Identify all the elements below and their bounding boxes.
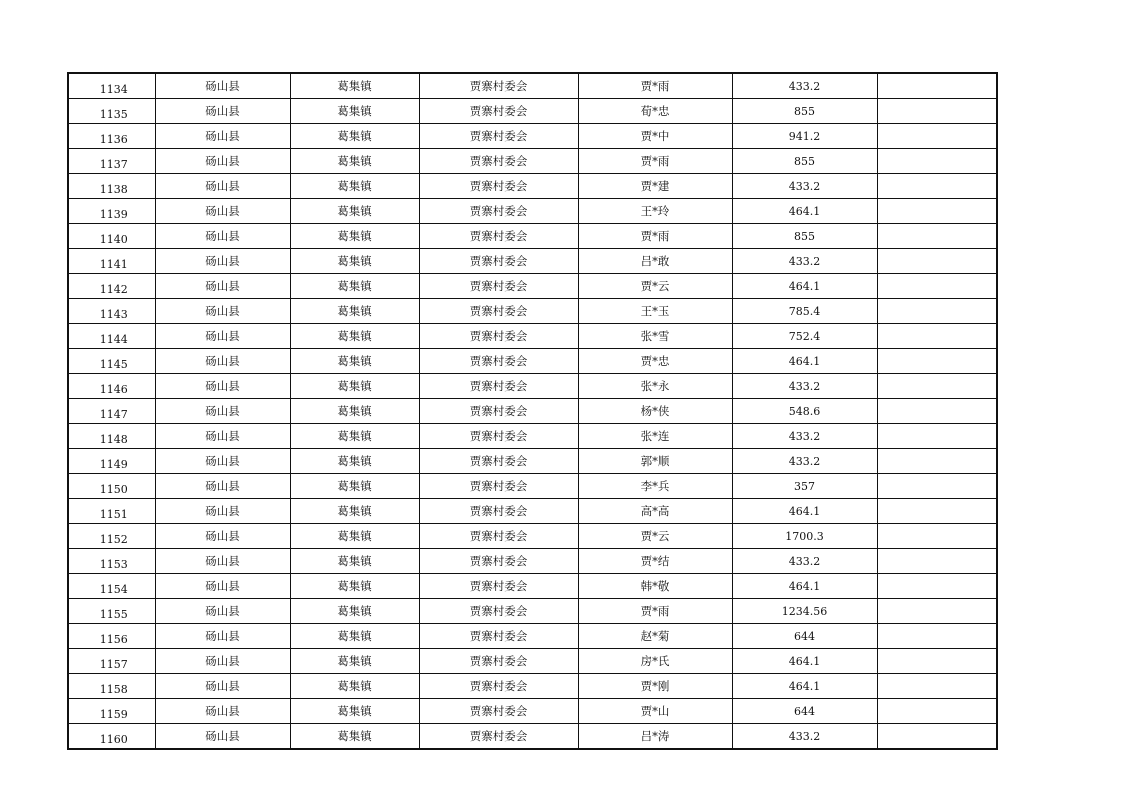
county-cell: 砀山县	[155, 124, 290, 149]
person-name-cell: 吕*敢	[578, 249, 732, 274]
village-cell: 贾寨村委会	[419, 124, 578, 149]
note-cell	[877, 324, 997, 349]
amount-cell: 464.1	[732, 649, 877, 674]
row-number-cell: 1150	[68, 474, 155, 499]
note-cell	[877, 724, 997, 750]
amount-cell: 433.2	[732, 724, 877, 750]
person-name-cell: 荀*忠	[578, 99, 732, 124]
person-name-cell: 贾*忠	[578, 349, 732, 374]
row-number-cell: 1156	[68, 624, 155, 649]
town-cell: 葛集镇	[290, 499, 419, 524]
town-cell: 葛集镇	[290, 174, 419, 199]
note-cell	[877, 624, 997, 649]
row-number-cell: 1152	[68, 524, 155, 549]
row-number-cell: 1155	[68, 599, 155, 624]
village-cell: 贾寨村委会	[419, 349, 578, 374]
table-row	[68, 524, 997, 549]
note-cell	[877, 499, 997, 524]
county-cell: 砀山县	[155, 474, 290, 499]
town-cell: 葛集镇	[290, 674, 419, 699]
person-name-cell: 王*玲	[578, 199, 732, 224]
person-name-cell: 赵*菊	[578, 624, 732, 649]
note-cell	[877, 299, 997, 324]
note-cell	[877, 249, 997, 274]
note-cell	[877, 149, 997, 174]
village-cell: 贾寨村委会	[419, 224, 578, 249]
row-number-cell: 1144	[68, 324, 155, 349]
row-number-cell: 1158	[68, 674, 155, 699]
person-name-cell: 张*连	[578, 424, 732, 449]
town-cell: 葛集镇	[290, 149, 419, 174]
note-cell	[877, 124, 997, 149]
table-row	[68, 624, 997, 649]
person-name-cell: 贾*云	[578, 274, 732, 299]
note-cell	[877, 699, 997, 724]
table-row	[68, 574, 997, 599]
town-cell: 葛集镇	[290, 474, 419, 499]
village-cell: 贾寨村委会	[419, 549, 578, 574]
village-cell: 贾寨村委会	[419, 624, 578, 649]
table-body	[68, 73, 997, 749]
note-cell	[877, 374, 997, 399]
row-number-cell: 1145	[68, 349, 155, 374]
person-name-cell: 贾*雨	[578, 224, 732, 249]
town-cell: 葛集镇	[290, 299, 419, 324]
note-cell	[877, 399, 997, 424]
county-cell: 砀山县	[155, 574, 290, 599]
county-cell: 砀山县	[155, 724, 290, 750]
village-cell: 贾寨村委会	[419, 524, 578, 549]
amount-cell: 855	[732, 99, 877, 124]
row-number-cell: 1154	[68, 574, 155, 599]
person-name-cell: 贾*中	[578, 124, 732, 149]
note-cell	[877, 549, 997, 574]
village-cell: 贾寨村委会	[419, 274, 578, 299]
table-row	[68, 699, 997, 724]
amount-cell: 433.2	[732, 174, 877, 199]
note-cell	[877, 73, 997, 99]
table-row	[68, 124, 997, 149]
table-row	[68, 349, 997, 374]
county-cell: 砀山县	[155, 324, 290, 349]
person-name-cell: 贾*云	[578, 524, 732, 549]
town-cell: 葛集镇	[290, 524, 419, 549]
village-cell: 贾寨村委会	[419, 324, 578, 349]
person-name-cell: 房*氏	[578, 649, 732, 674]
county-cell: 砀山县	[155, 649, 290, 674]
table-row	[68, 274, 997, 299]
row-number-cell: 1139	[68, 199, 155, 224]
person-name-cell: 杨*侠	[578, 399, 732, 424]
amount-cell: 941.2	[732, 124, 877, 149]
town-cell: 葛集镇	[290, 324, 419, 349]
town-cell: 葛集镇	[290, 199, 419, 224]
note-cell	[877, 224, 997, 249]
person-name-cell: 贾*雨	[578, 149, 732, 174]
person-name-cell: 贾*结	[578, 549, 732, 574]
person-name-cell: 贾*刚	[578, 674, 732, 699]
village-cell: 贾寨村委会	[419, 474, 578, 499]
table-row	[68, 324, 997, 349]
town-cell: 葛集镇	[290, 424, 419, 449]
town-cell: 葛集镇	[290, 399, 419, 424]
county-cell: 砀山县	[155, 374, 290, 399]
table-row	[68, 549, 997, 574]
row-number-cell: 1149	[68, 449, 155, 474]
note-cell	[877, 574, 997, 599]
amount-cell: 1234.56	[732, 599, 877, 624]
table-row	[68, 399, 997, 424]
row-number-cell: 1151	[68, 499, 155, 524]
amount-cell: 548.6	[732, 399, 877, 424]
person-name-cell: 张*永	[578, 374, 732, 399]
county-cell: 砀山县	[155, 449, 290, 474]
town-cell: 葛集镇	[290, 274, 419, 299]
person-name-cell: 贾*雨	[578, 599, 732, 624]
amount-cell: 433.2	[732, 549, 877, 574]
village-cell: 贾寨村委会	[419, 399, 578, 424]
county-cell: 砀山县	[155, 73, 290, 99]
table-row	[68, 449, 997, 474]
town-cell: 葛集镇	[290, 249, 419, 274]
village-cell: 贾寨村委会	[419, 149, 578, 174]
town-cell: 葛集镇	[290, 449, 419, 474]
county-cell: 砀山县	[155, 599, 290, 624]
row-number-cell: 1153	[68, 549, 155, 574]
table-row	[68, 374, 997, 399]
row-number-cell: 1148	[68, 424, 155, 449]
village-cell: 贾寨村委会	[419, 174, 578, 199]
row-number-cell: 1137	[68, 149, 155, 174]
county-cell: 砀山县	[155, 99, 290, 124]
table-row	[68, 149, 997, 174]
village-cell: 贾寨村委会	[419, 299, 578, 324]
table-row	[68, 174, 997, 199]
row-number-cell: 1136	[68, 124, 155, 149]
amount-cell: 855	[732, 149, 877, 174]
amount-cell: 433.2	[732, 374, 877, 399]
village-cell: 贾寨村委会	[419, 674, 578, 699]
person-name-cell: 韩*敬	[578, 574, 732, 599]
table-row	[68, 249, 997, 274]
village-cell: 贾寨村委会	[419, 249, 578, 274]
village-cell: 贾寨村委会	[419, 724, 578, 750]
note-cell	[877, 199, 997, 224]
table-row	[68, 724, 997, 750]
table-row	[68, 424, 997, 449]
note-cell	[877, 599, 997, 624]
row-number-cell: 1134	[68, 73, 155, 99]
amount-cell: 357	[732, 474, 877, 499]
amount-cell: 644	[732, 624, 877, 649]
village-cell: 贾寨村委会	[419, 574, 578, 599]
county-cell: 砀山县	[155, 549, 290, 574]
table-row	[68, 199, 997, 224]
note-cell	[877, 424, 997, 449]
note-cell	[877, 349, 997, 374]
person-name-cell: 吕*涛	[578, 724, 732, 750]
person-name-cell: 郭*顺	[578, 449, 732, 474]
county-cell: 砀山县	[155, 274, 290, 299]
note-cell	[877, 649, 997, 674]
person-name-cell: 贾*雨	[578, 73, 732, 99]
amount-cell: 855	[732, 224, 877, 249]
village-cell: 贾寨村委会	[419, 374, 578, 399]
county-cell: 砀山县	[155, 499, 290, 524]
town-cell: 葛集镇	[290, 124, 419, 149]
table-row	[68, 649, 997, 674]
amount-cell: 433.2	[732, 424, 877, 449]
county-cell: 砀山县	[155, 674, 290, 699]
village-cell: 贾寨村委会	[419, 449, 578, 474]
town-cell: 葛集镇	[290, 73, 419, 99]
row-number-cell: 1135	[68, 99, 155, 124]
table-row	[68, 674, 997, 699]
town-cell: 葛集镇	[290, 349, 419, 374]
person-name-cell: 张*雪	[578, 324, 732, 349]
town-cell: 葛集镇	[290, 549, 419, 574]
note-cell	[877, 474, 997, 499]
town-cell: 葛集镇	[290, 699, 419, 724]
table-row	[68, 499, 997, 524]
row-number-cell: 1160	[68, 724, 155, 750]
note-cell	[877, 274, 997, 299]
person-name-cell: 李*兵	[578, 474, 732, 499]
amount-cell: 464.1	[732, 499, 877, 524]
county-cell: 砀山县	[155, 349, 290, 374]
county-cell: 砀山县	[155, 174, 290, 199]
county-cell: 砀山县	[155, 524, 290, 549]
amount-cell: 433.2	[732, 249, 877, 274]
county-cell: 砀山县	[155, 299, 290, 324]
village-cell: 贾寨村委会	[419, 73, 578, 99]
row-number-cell: 1159	[68, 699, 155, 724]
person-name-cell: 贾*山	[578, 699, 732, 724]
amount-cell: 433.2	[732, 73, 877, 99]
county-cell: 砀山县	[155, 224, 290, 249]
county-cell: 砀山县	[155, 199, 290, 224]
note-cell	[877, 524, 997, 549]
row-number-cell: 1147	[68, 399, 155, 424]
county-cell: 砀山县	[155, 249, 290, 274]
village-cell: 贾寨村委会	[419, 499, 578, 524]
amount-cell: 464.1	[732, 274, 877, 299]
county-cell: 砀山县	[155, 699, 290, 724]
town-cell: 葛集镇	[290, 624, 419, 649]
amount-cell: 1700.3	[732, 524, 877, 549]
row-number-cell: 1138	[68, 174, 155, 199]
county-cell: 砀山县	[155, 149, 290, 174]
table-row	[68, 599, 997, 624]
town-cell: 葛集镇	[290, 574, 419, 599]
table-row	[68, 299, 997, 324]
row-number-cell: 1143	[68, 299, 155, 324]
town-cell: 葛集镇	[290, 724, 419, 750]
village-cell: 贾寨村委会	[419, 424, 578, 449]
amount-cell: 752.4	[732, 324, 877, 349]
county-cell: 砀山县	[155, 424, 290, 449]
table-row	[68, 99, 997, 124]
table-row	[68, 224, 997, 249]
amount-cell: 464.1	[732, 674, 877, 699]
village-cell: 贾寨村委会	[419, 199, 578, 224]
county-cell: 砀山县	[155, 399, 290, 424]
village-cell: 贾寨村委会	[419, 599, 578, 624]
village-cell: 贾寨村委会	[419, 649, 578, 674]
person-name-cell: 高*高	[578, 499, 732, 524]
town-cell: 葛集镇	[290, 224, 419, 249]
subsidy-table	[67, 72, 998, 750]
county-cell: 砀山县	[155, 624, 290, 649]
row-number-cell: 1140	[68, 224, 155, 249]
table-row	[68, 474, 997, 499]
amount-cell: 644	[732, 699, 877, 724]
person-name-cell: 贾*建	[578, 174, 732, 199]
amount-cell: 785.4	[732, 299, 877, 324]
amount-cell: 464.1	[732, 349, 877, 374]
note-cell	[877, 174, 997, 199]
row-number-cell: 1142	[68, 274, 155, 299]
row-number-cell: 1141	[68, 249, 155, 274]
amount-cell: 464.1	[732, 574, 877, 599]
row-number-cell: 1157	[68, 649, 155, 674]
town-cell: 葛集镇	[290, 649, 419, 674]
person-name-cell: 王*玉	[578, 299, 732, 324]
amount-cell: 433.2	[732, 449, 877, 474]
note-cell	[877, 99, 997, 124]
town-cell: 葛集镇	[290, 599, 419, 624]
note-cell	[877, 674, 997, 699]
town-cell: 葛集镇	[290, 99, 419, 124]
note-cell	[877, 449, 997, 474]
village-cell: 贾寨村委会	[419, 699, 578, 724]
village-cell: 贾寨村委会	[419, 99, 578, 124]
row-number-cell: 1146	[68, 374, 155, 399]
town-cell: 葛集镇	[290, 374, 419, 399]
table-row	[68, 73, 997, 99]
amount-cell: 464.1	[732, 199, 877, 224]
